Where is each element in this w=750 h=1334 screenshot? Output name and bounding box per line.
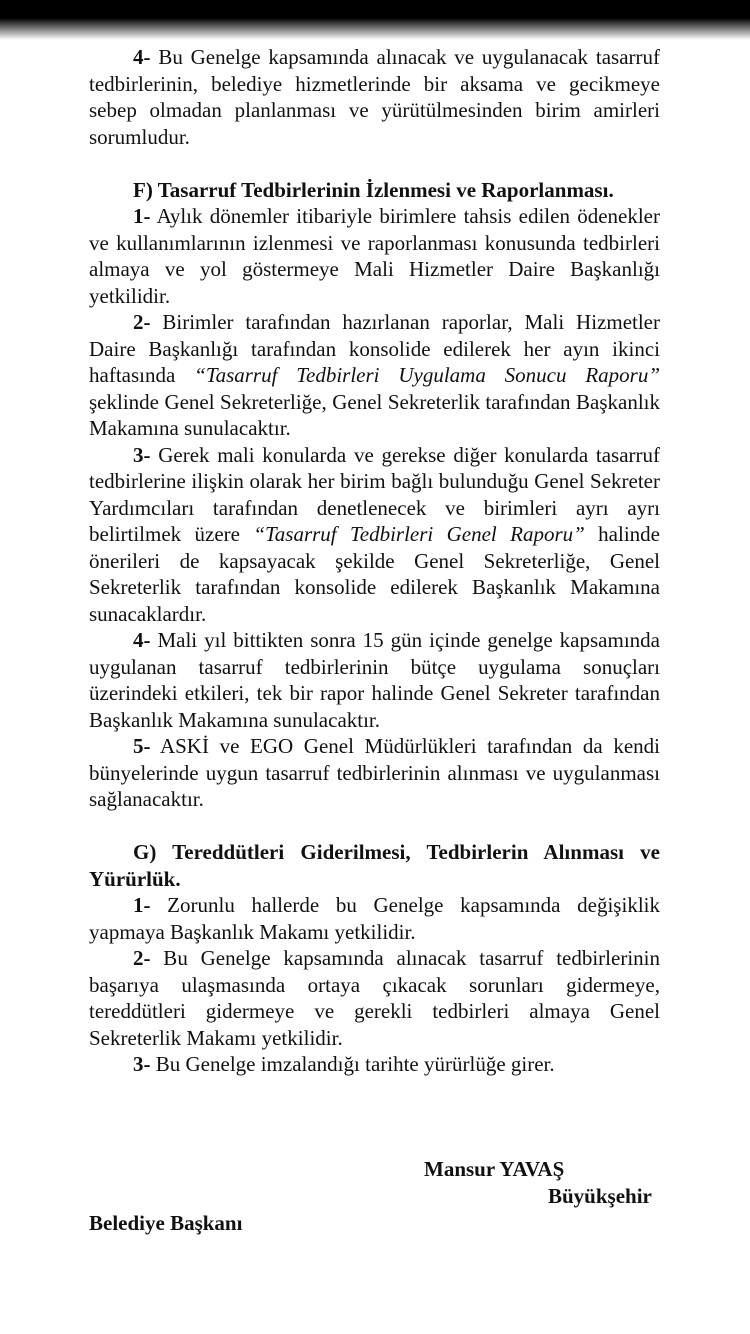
item-number: 1- — [133, 204, 151, 228]
item-number: 3- — [133, 1052, 151, 1076]
paragraph-text: Aylık dönemler itibariyle birimlere tahsis edilen ödenekler ve kullanımlarının izlenmesi ve raporlanması konusunda tedbirleri almaya ve yol göstermeye Mali Hizmetler Daire Başkanlığı yetkilidir. — [89, 204, 660, 308]
paragraph-f1 — [89, 203, 660, 309]
section-f-title: F) Tasarruf Tedbirlerinin İzlenmesi ve Raporlanması. — [133, 177, 614, 202]
top-edge-shadow — [0, 0, 750, 40]
paragraph-text: halinde önerileri de kapsayacak şekilde Genel Sekreterliğe, Genel Sekreterlik tarafından konsolide edilerek Başkanlık Makamına sunacaklardır. — [89, 522, 660, 626]
report-name: “Tasarruf Tedbirleri Genel Raporu” — [253, 522, 585, 546]
item-number: 4- — [133, 628, 151, 652]
item-number: 3- — [133, 442, 151, 467]
item-number: 2- — [133, 310, 151, 334]
paragraph-e4 — [89, 44, 660, 150]
paragraph-g1 — [89, 892, 660, 945]
paragraph-text: Bu Genelge kapsamında alınacak ve uygulanacak tasarruf tedbirlerinin, belediye hizmetlerinde bir aksama ve gecikmeye sebep olmadan planlanması ve yürütülmesinden birim amirleri sorumludur. — [89, 45, 660, 149]
item-number: 4- — [133, 45, 151, 69]
paragraph-text: Bu Genelge imzalandığı tarihte yürürlüğe girer. — [150, 1052, 555, 1076]
paragraph-text: Mali yıl bittikten sonra 15 gün içinde genelge kapsamında uygulanan tasarruf tedbirlerinin bütçe uygulama sonuçları üzerindeki etkileri, tek bir rapor halinde Genel Sekreter tarafından Başkanlık Makamına sunulacaktır. — [89, 628, 660, 732]
item-number: 1- — [133, 893, 151, 917]
paragraph-f5 — [89, 733, 660, 813]
paragraph-text: Zorunlu hallerde bu Genelge kapsamında değişiklik yapmaya Başkanlık Makamı yetkilidir. — [89, 893, 660, 944]
paragraph-text: Birimler tarafından hazırlanan raporlar, Mali Hizmetler Daire Başkanlığı tarafından konsolide edilerek her ayın ikinci haftasında — [89, 310, 660, 387]
paragraph-g2 — [89, 945, 660, 1051]
report-name: “Tasarruf Tedbirleri Uygulama Sonucu Raporu” — [194, 363, 661, 387]
paragraph-text: şeklinde Genel Sekreterliğe, Genel Sekreterlik tarafından Başkanlık Makamına sunulacaktır. — [89, 389, 660, 440]
signatory-title-line2: Belediye Başkanı — [89, 1211, 243, 1235]
item-number: 2- — [133, 946, 151, 970]
item-number: 5- — [133, 734, 151, 758]
document-page — [89, 44, 660, 1078]
section-g-title: G) Tereddütleri Giderilmesi, Tedbirlerin Alınması ve Yürürlük. — [89, 840, 660, 891]
paragraph-text: Gerek mali konularda ve gerekse diğer konularda tasarruf tedbirlerine ilişkin olarak her birim bağlı bulunduğu Genel Sekreter Yardımcıları tarafından denetlenecek ve birimleri ayrı ayrı belirtilmek üzere — [89, 442, 660, 546]
signatory-name: Mansur YAVAŞ — [424, 1157, 565, 1181]
paragraph-f4 — [89, 627, 660, 733]
paragraph-text: Bu Genelge kapsamında alınacak tasarruf tedbirlerinin başarıya ulaşmasında ortaya çıkacak sorunları gidermeye, tereddütleri gidermeye ve gerekli tedbirleri almaya Genel Sekreterlik Makamı yetkilidir. — [89, 946, 660, 1050]
paragraph-text: ASKİ ve EGO Genel Müdürlükleri tarafından da kendi bünyelerinde uygun tasarruf tedbirlerinin alınması ve uygulanması sağlanacaktır. — [89, 734, 660, 811]
paragraph-g3 — [89, 1051, 660, 1078]
paragraph-f3 — [89, 442, 660, 628]
signatory-title-line1: Büyükşehir — [548, 1184, 652, 1208]
paragraph-f2 — [89, 309, 660, 442]
